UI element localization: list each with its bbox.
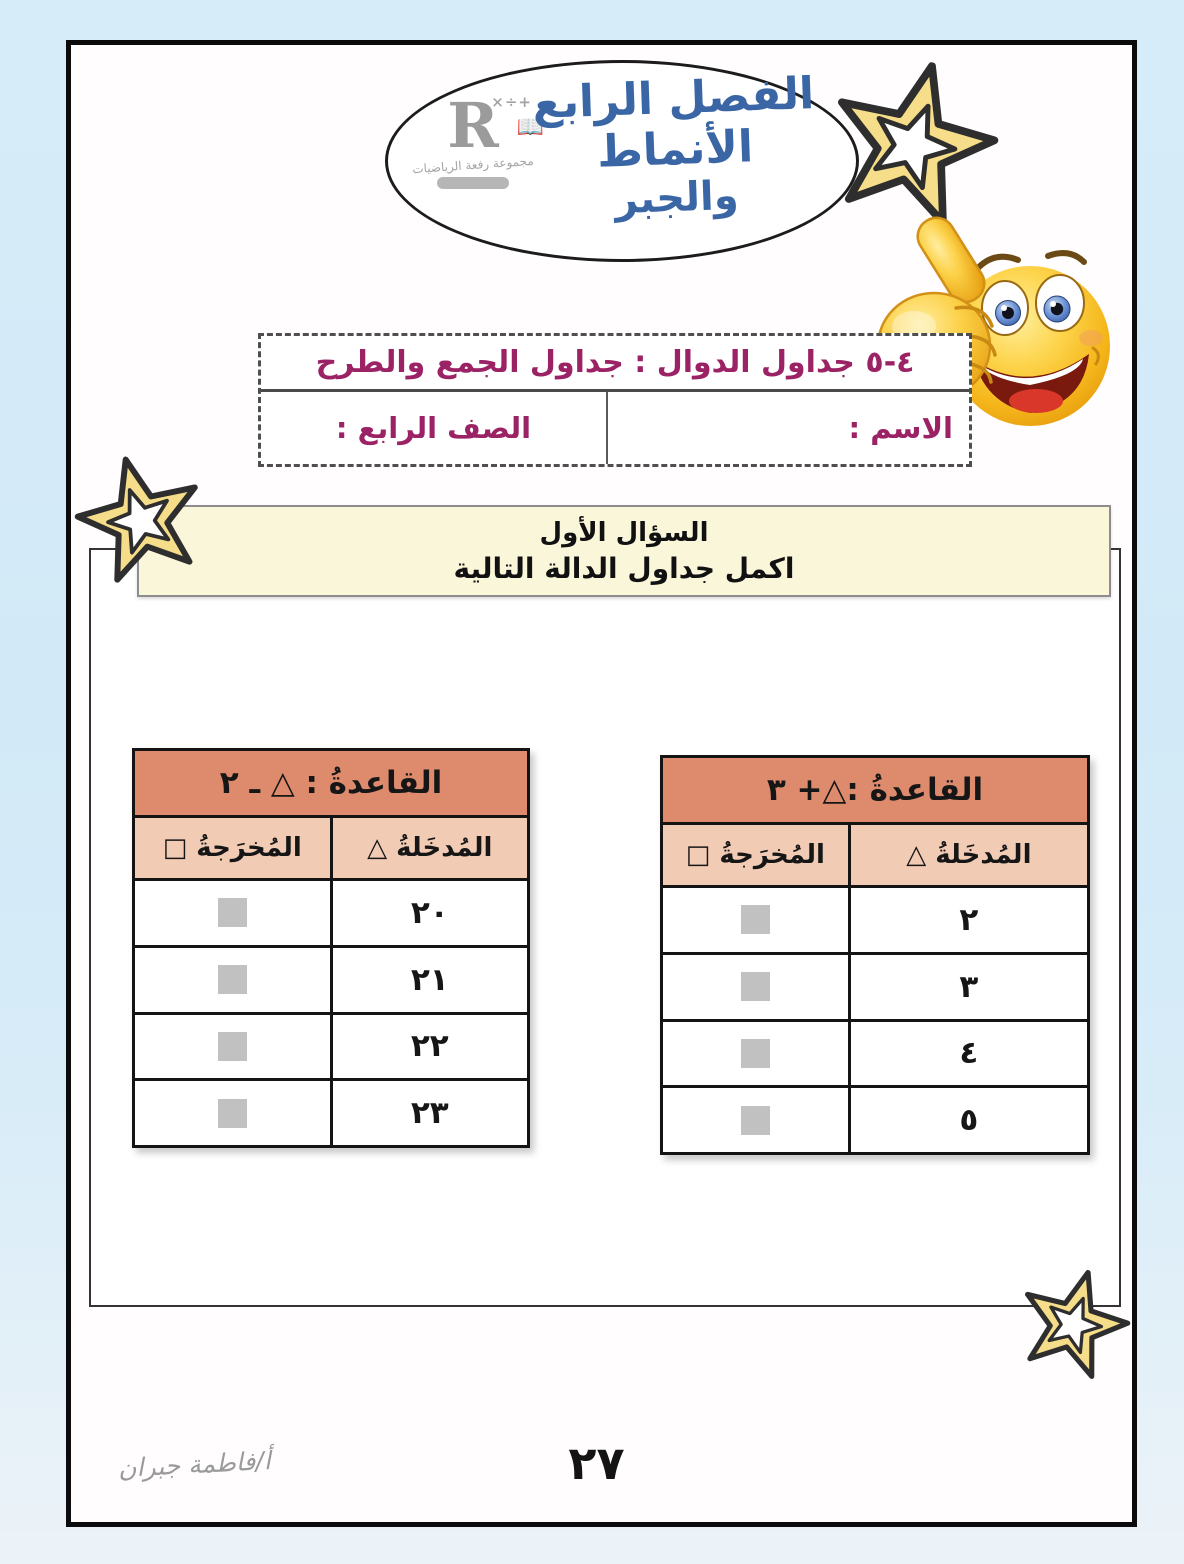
table-row [135, 1015, 527, 1082]
input-value: ٢٣ [330, 1081, 528, 1145]
input-value: ٢٠ [330, 881, 528, 945]
output-column-header: المُخرَجةُ □ [162, 833, 302, 863]
logo-letter: R +÷× 📖 [447, 89, 544, 162]
grade-field-label: الصف الرابع : [335, 411, 532, 445]
output-cell [135, 1081, 330, 1145]
table-row [135, 1081, 527, 1145]
math-symbols-icon: +÷× [491, 93, 532, 111]
answer-placeholder [741, 1039, 770, 1068]
chapter-title-line1: الفصل الرابع الأنماط [531, 68, 816, 178]
answer-placeholder [741, 972, 770, 1001]
table-row [663, 1088, 1087, 1152]
chapter-title [498, 68, 853, 227]
name-field-label: الاسم : [606, 392, 969, 464]
output-cell [663, 955, 848, 1019]
answer-placeholder [741, 905, 770, 934]
table-row [663, 1022, 1087, 1089]
logo-pill [437, 177, 509, 189]
question-heading: السؤال الأول [539, 517, 709, 548]
input-value: ٥ [848, 1088, 1087, 1152]
table-row [135, 881, 527, 948]
table-row [663, 955, 1087, 1022]
question-instruction: اكمل جداول الدالة التالية [453, 551, 795, 585]
input-value: ٢٢ [330, 1015, 528, 1079]
output-cell [663, 1022, 848, 1086]
output-cell [663, 1088, 848, 1152]
lesson-fields-row [261, 392, 969, 464]
question-banner [137, 505, 1111, 597]
output-cell [135, 948, 330, 1012]
input-value: ٢ [848, 888, 1087, 952]
input-column-header: المُدخَلةُ △ [330, 818, 528, 878]
answer-placeholder [218, 1032, 247, 1061]
open-book-icon: 📖 [516, 114, 544, 140]
function-table-addition [660, 755, 1090, 1155]
column-headers-row [135, 818, 527, 881]
table-row [663, 888, 1087, 955]
input-value: ٤ [848, 1022, 1087, 1086]
input-column-header: المُدخَلةُ △ [848, 825, 1087, 885]
function-table-subtraction [132, 748, 530, 1148]
lesson-info-box [258, 333, 972, 467]
output-cell [135, 881, 330, 945]
logo-caption: مجموعة رفعة الرياضيات [411, 153, 535, 177]
lesson-title: ٤-٥ جداول الدوال : جداول الجمع والطرح [261, 336, 969, 392]
answer-placeholder [218, 898, 247, 927]
column-headers-row [663, 825, 1087, 888]
input-value: ٢١ [330, 948, 528, 1012]
teacher-signature: أ/فاطمة جبران [117, 1446, 272, 1483]
chapter-title-line2: والجبر [614, 173, 740, 224]
input-value: ٣ [848, 955, 1087, 1019]
rule-header: القاعدةُ :△+ ٣ [663, 758, 1087, 825]
answer-placeholder [741, 1106, 770, 1135]
page-number: ٢٧ [568, 1436, 625, 1490]
output-cell [663, 888, 848, 952]
output-column-header: المُخرَجةُ □ [685, 840, 825, 870]
table-row [135, 948, 527, 1015]
output-cell [135, 1015, 330, 1079]
answer-placeholder [218, 1099, 247, 1128]
rule-header: القاعدةُ : △ ـ ٢ [135, 751, 527, 818]
answer-placeholder [218, 965, 247, 994]
